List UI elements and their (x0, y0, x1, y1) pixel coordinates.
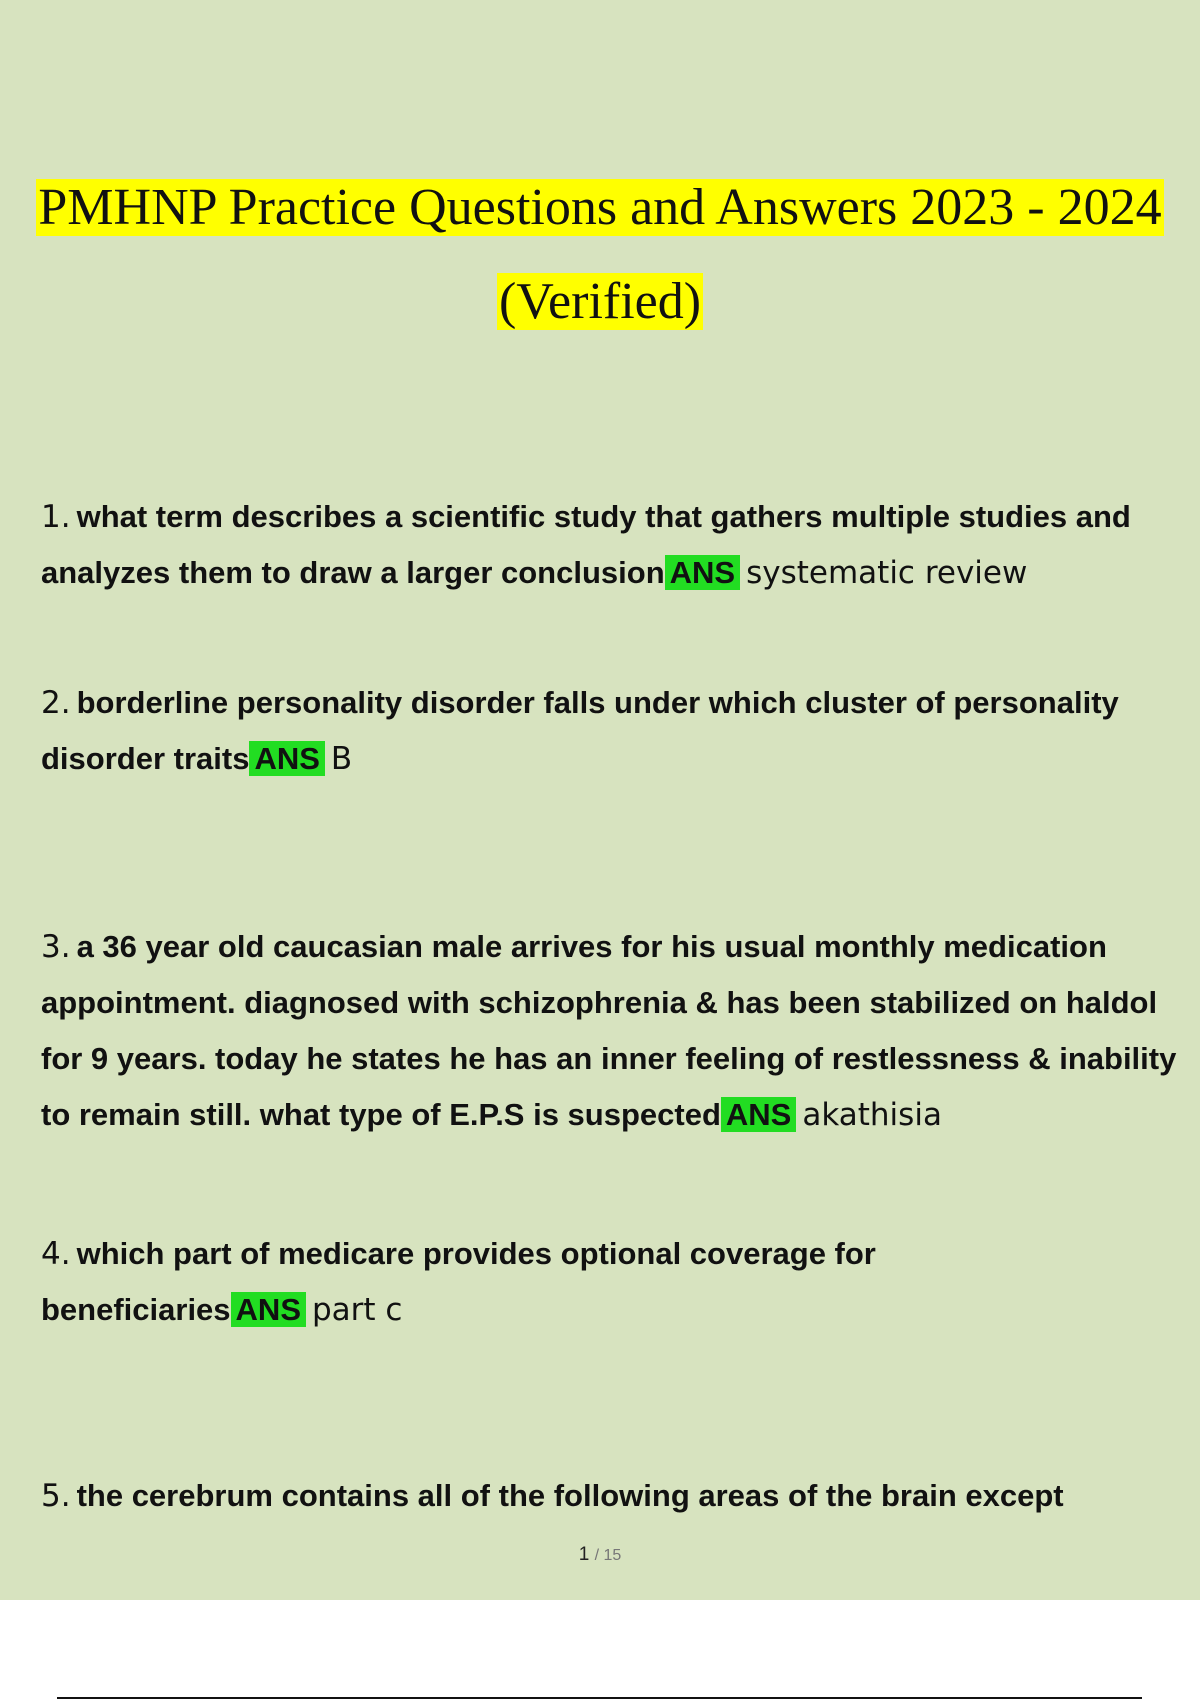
question-4 (41, 1226, 1200, 1338)
answer-text: B (330, 741, 353, 777)
question-number: 5. (41, 1478, 71, 1514)
title-text-2: (Verified) (498, 273, 702, 330)
question-text: what term describes a scientific study that gathers multiple studies and analyzes them to draw a larger conclusion (41, 499, 1131, 590)
answer-text: part c (312, 1292, 403, 1328)
page-divider (57, 1697, 1142, 1699)
question-5 (41, 1468, 1200, 1524)
question-number: 2. (41, 685, 71, 721)
ans-label: ANS (665, 555, 740, 590)
question-text: the cerebrum contains all of the following areas of the brain except (76, 1478, 1064, 1513)
question-2 (41, 675, 1200, 787)
answer-text: systematic review (746, 555, 1028, 591)
page-indicator (0, 1544, 1200, 1566)
question-3 (41, 919, 1200, 1143)
answer-text: akathisia (802, 1097, 942, 1133)
document-title-line-2 (0, 272, 1200, 331)
ans-label: ANS (231, 1292, 306, 1327)
question-1 (41, 489, 1200, 601)
page-total: / 15 (594, 1547, 622, 1564)
page-current: 1 (578, 1544, 590, 1565)
ans-label: ANS (721, 1097, 796, 1132)
document-title-line-1 (0, 178, 1200, 237)
question-number: 4. (41, 1236, 71, 1272)
question-text: which part of medicare provides optional coverage for beneficiaries (41, 1236, 876, 1327)
question-text: borderline personality disorder falls under which cluster of personality disorder traits (41, 685, 1119, 776)
ans-label: ANS (249, 741, 324, 776)
title-text-1: PMHNP Practice Questions and Answers 2023 - 2024 (38, 179, 1162, 236)
question-number: 1. (41, 499, 71, 535)
question-text: a 36 year old caucasian male arrives for his usual monthly medication appointment. diagnosed with schizophrenia & has been stabilized on haldol for 9 years. today he states he has an inner feeling of restlessness & inability to remain still. what type of E.P.S is suspected (41, 929, 1177, 1132)
question-number: 3. (41, 929, 71, 965)
